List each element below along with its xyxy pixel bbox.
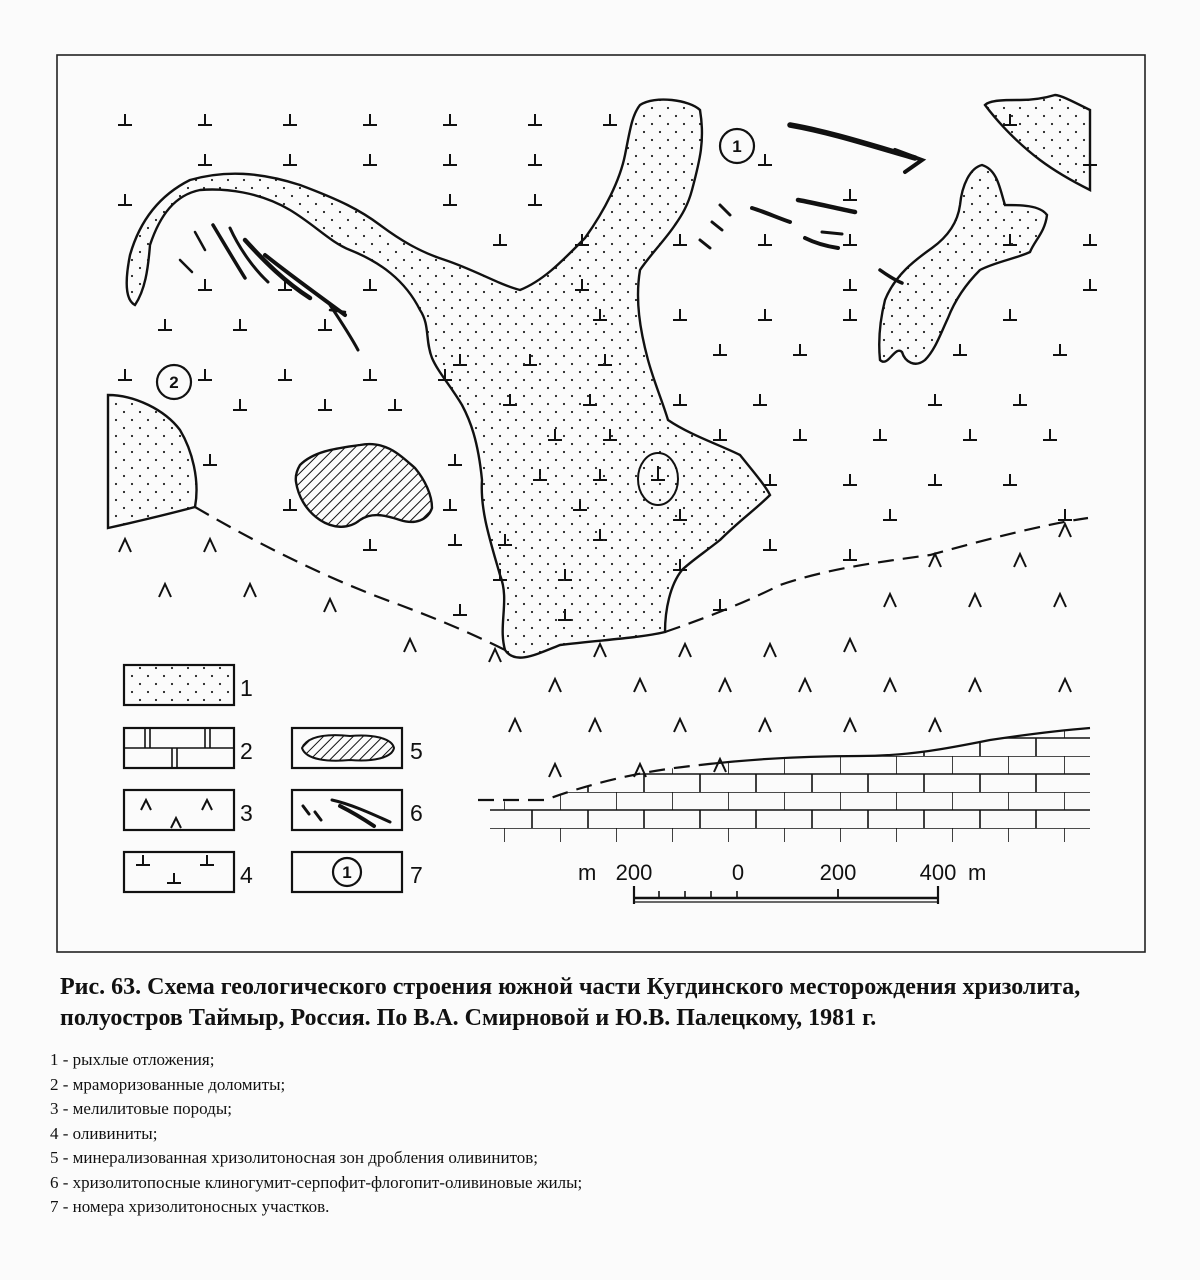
legend-box-4 [124, 852, 253, 892]
melilite-symbol [244, 584, 256, 597]
melilite-symbol [679, 644, 691, 657]
olivinite-symbol [363, 114, 377, 125]
olivinite-symbol [713, 344, 727, 355]
scale-tick-label-1: 0 [731, 860, 745, 885]
olivinite-symbol [843, 189, 857, 200]
legend-line-3: 3 - мелилитовые породы; [50, 1099, 232, 1118]
loose-deposits-central [127, 100, 770, 658]
olivinite-symbol [363, 154, 377, 165]
melilite-symbol [1059, 524, 1071, 537]
legend-line-4: 4 - оливиниты; [50, 1123, 158, 1143]
olivinite-symbol [448, 454, 462, 465]
melilite-symbol [759, 719, 771, 732]
melilite-symbol [324, 599, 336, 612]
scale-tick-label-2: 200 [819, 860, 857, 885]
melilite-symbol [844, 639, 856, 652]
marble-dolomites [490, 728, 1090, 842]
olivinite-symbol [528, 114, 542, 125]
olivinite-symbol [283, 114, 297, 125]
melilite-symbol [204, 539, 216, 552]
olivinite-symbol [843, 234, 857, 245]
melilite-symbol [594, 644, 606, 657]
site-marker-1 [720, 129, 754, 163]
olivinite-symbol [843, 309, 857, 320]
olivinite-symbol [843, 474, 857, 485]
olivinite-symbol [1053, 344, 1067, 355]
melilite-symbol [1059, 679, 1071, 692]
olivinite-symbol [388, 399, 402, 410]
melilite-symbol [634, 679, 646, 692]
olivinite-symbol [443, 154, 457, 165]
melilite-symbol [969, 679, 981, 692]
mineralized-zone [296, 444, 432, 527]
olivinite-symbol [528, 154, 542, 165]
legend-line-2: 2 - мраморизованные доломиты; [50, 1074, 286, 1094]
legend-box-2 [124, 728, 253, 768]
olivinite-symbol [318, 399, 332, 410]
olivinite-symbol [843, 279, 857, 290]
loose-deposits-right [879, 165, 1047, 364]
legend-box-3-number: 3 [240, 800, 253, 826]
olivinite-symbol [318, 319, 332, 330]
olivinite-symbol [1083, 234, 1097, 245]
melilite-symbol [404, 639, 416, 652]
olivinite-symbol [283, 499, 297, 510]
olivinite-symbol [448, 534, 462, 545]
legend-explanation [50, 1048, 1150, 1220]
olivinite-symbol [1043, 429, 1057, 440]
olivinite-symbol [713, 429, 727, 440]
melilite-symbol [1054, 594, 1066, 607]
figure-caption: Рис. 63. Схема геологического строения южной части Кугдинского месторождения хризолита, полуостров Таймыр, Россия. По В.А. Смирновой и Ю.В. Палецкому, 1981 г. [60, 974, 1081, 1031]
melilite-symbol [1014, 554, 1026, 567]
legend-box-1-number: 1 [240, 675, 253, 701]
olivinite-symbol [283, 154, 297, 165]
legend-box-2-number: 2 [240, 738, 253, 764]
olivinite-symbol [493, 234, 507, 245]
olivinite-symbol [873, 429, 887, 440]
legend-box-5-number: 5 [410, 738, 423, 764]
olivinite-symbol [753, 394, 767, 405]
olivinite-symbol [963, 429, 977, 440]
melilite-symbol [764, 644, 776, 657]
melilite-symbol [844, 719, 856, 732]
olivinite-symbol [1058, 509, 1072, 520]
site-marker-1-number: 1 [732, 137, 742, 156]
olivinite-symbol [203, 454, 217, 465]
olivinite-symbol [673, 234, 687, 245]
legend-line-5: 5 - минерализованная хризолитоносная зон дробления оливинитов; [50, 1148, 539, 1167]
olivinite-symbol [118, 369, 132, 380]
olivinite-symbol [763, 474, 777, 485]
olivinite-symbol [843, 549, 857, 560]
olivinite-symbol [198, 114, 212, 125]
melilite-symbol [799, 679, 811, 692]
legend-box-7-number: 7 [410, 862, 423, 888]
melilite-symbol [549, 679, 561, 692]
olivinite-symbol [758, 154, 772, 165]
melilite-symbol [884, 594, 896, 607]
legend-line-6: 6 - хризолитопосные клиногумит-серпофит-флогопит-оливиновые жилы; [50, 1172, 583, 1192]
olivinite-symbol [443, 114, 457, 125]
contact-line [195, 507, 505, 650]
loose-deposits-top-right [985, 95, 1090, 190]
olivinite-symbol [673, 394, 687, 405]
contact-line-right [665, 518, 1088, 632]
olivinite-symbol [928, 394, 942, 405]
melilite-symbol [674, 719, 686, 732]
olivinite-symbol [198, 154, 212, 165]
legend-line-1: 1 - рыхлые отложения; [50, 1050, 215, 1069]
scale-unit-right: m [968, 860, 987, 885]
scale-unit-left: m [578, 860, 597, 885]
olivinite-symbol [883, 509, 897, 520]
olivinite-symbol [363, 369, 377, 380]
legend-box-7-symbol: 1 [342, 863, 352, 882]
legend-box-4-number: 4 [240, 862, 253, 888]
olivinite-symbol [278, 369, 292, 380]
olivinite-symbol [453, 604, 467, 615]
olivinite-symbol [1003, 474, 1017, 485]
olivinite-symbol [158, 319, 172, 330]
melilite-symbol [119, 539, 131, 552]
legend-box-6 [292, 790, 423, 830]
olivinite-symbol [198, 279, 212, 290]
melilite-symbol [489, 649, 501, 662]
olivinite-symbol [603, 114, 617, 125]
olivinite-symbol [673, 309, 687, 320]
loose-deposits-left [108, 395, 197, 528]
olivinite-symbol [758, 234, 772, 245]
olivinite-symbol [118, 114, 132, 125]
scale-tick-label-3: 400 [919, 860, 957, 885]
melilite-symbol [589, 719, 601, 732]
scale-tick-label-0: 200 [615, 860, 653, 885]
legend-box-7 [292, 852, 423, 892]
melilite-symbol [719, 679, 731, 692]
olivinite-symbol [443, 194, 457, 205]
scale-bar [578, 860, 986, 904]
olivinite-symbol [928, 474, 942, 485]
legend-box-5 [292, 728, 423, 768]
olivinite-symbol [443, 499, 457, 510]
melilite-symbol [159, 584, 171, 597]
olivinite-symbol [763, 539, 777, 550]
site-marker-2-number: 2 [169, 373, 179, 392]
olivinite-symbol [118, 194, 132, 205]
melilite-symbol [549, 764, 561, 777]
legend-line-7: 7 - номера хризолитоносных участков. [50, 1197, 330, 1216]
melilite-symbol [969, 594, 981, 607]
map-legend [124, 665, 423, 892]
olivinite-symbol [233, 319, 247, 330]
olivinite-symbol [1003, 309, 1017, 320]
legend-box-1 [124, 665, 253, 705]
olivinite-symbol [793, 344, 807, 355]
olivinite-symbol [1083, 279, 1097, 290]
melilite-symbol [929, 719, 941, 732]
olivinite-symbol [233, 399, 247, 410]
olivinite-symbol [793, 429, 807, 440]
legend-box-3 [124, 790, 253, 830]
site-marker-2 [157, 365, 191, 399]
melilite-symbol [509, 719, 521, 732]
olivinite-symbol [198, 369, 212, 380]
legend-box-6-number: 6 [410, 800, 423, 826]
olivinite-symbol [713, 599, 727, 610]
olivinite-symbol [953, 344, 967, 355]
melilite-symbol [884, 679, 896, 692]
olivinite-symbol [363, 539, 377, 550]
melilite-symbol [929, 554, 941, 567]
olivinite-symbol [363, 279, 377, 290]
olivinite-symbol [758, 309, 772, 320]
olivinite-symbol [1013, 394, 1027, 405]
olivinite-symbol [528, 194, 542, 205]
